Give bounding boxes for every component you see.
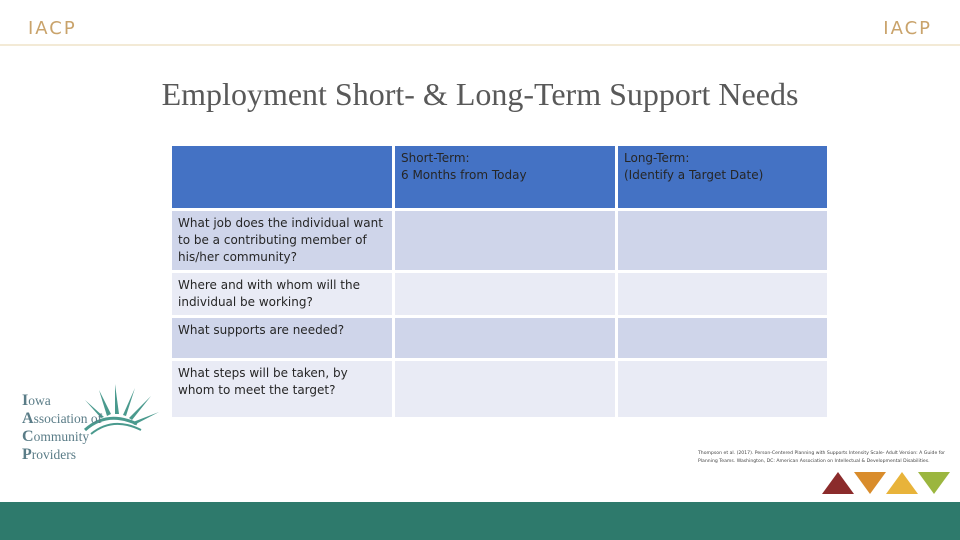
short-term-cell[interactable] — [395, 318, 615, 358]
short-term-cell[interactable] — [395, 273, 615, 315]
table-row — [172, 318, 827, 358]
decorative-triangles — [820, 470, 952, 496]
short-term-cell[interactable] — [395, 361, 615, 417]
support-needs-table — [169, 143, 830, 420]
iacp-logo — [22, 380, 152, 470]
footer-bar — [0, 502, 960, 540]
long-term-cell[interactable] — [618, 318, 827, 358]
triangle-mark — [854, 472, 886, 494]
header-long-term-text: Long-Term: (Identify a Target Date) — [624, 151, 764, 182]
logo-line-association: Association of — [22, 410, 103, 427]
triangle-mark — [822, 472, 854, 494]
header-short-term-text: Short-Term: 6 Months from Today — [401, 151, 527, 182]
table-header-row — [172, 146, 827, 208]
long-term-cell[interactable] — [618, 211, 827, 270]
long-term-cell[interactable] — [618, 361, 827, 417]
citation-text: Thompson et al. (2017). Person-Centered Planning with Supports Intensity Scale- Adult Version: A Guide for Planning Teams. Washington, DC: American Association on Intellectual & Developmental Disabilities. — [698, 451, 946, 464]
triangle-mark — [918, 472, 950, 494]
logo-text — [22, 392, 102, 464]
long-term-cell[interactable] — [618, 273, 827, 315]
table-row — [172, 211, 827, 270]
header-cell-blank — [172, 146, 392, 208]
row-question-cell: What job does the individual want to be a contributing member of his/her community? — [172, 211, 392, 270]
header-divider — [0, 44, 960, 46]
table-row — [172, 361, 827, 417]
logo-line-iowa: Iowa — [22, 392, 51, 409]
brand-left-logo: IACP — [28, 18, 77, 39]
triangle-mark — [886, 472, 918, 494]
short-term-cell[interactable] — [395, 211, 615, 270]
row-question-cell: What supports are needed? — [172, 318, 392, 358]
slide-title: Employment Short- & Long-Term Support Needs — [161, 76, 799, 112]
logo-line-providers: Providers — [22, 446, 77, 463]
row-question-cell: What steps will be taken, by whom to meet the target? — [172, 361, 392, 417]
header-cell-long-term — [618, 146, 827, 208]
logo-line-community: Community — [22, 428, 90, 445]
table-row — [172, 273, 827, 315]
header-cell-short-term — [395, 146, 615, 208]
brand-right-logo: IACP — [883, 18, 932, 39]
row-question-cell: Where and with whom will the individual be working? — [172, 273, 392, 315]
